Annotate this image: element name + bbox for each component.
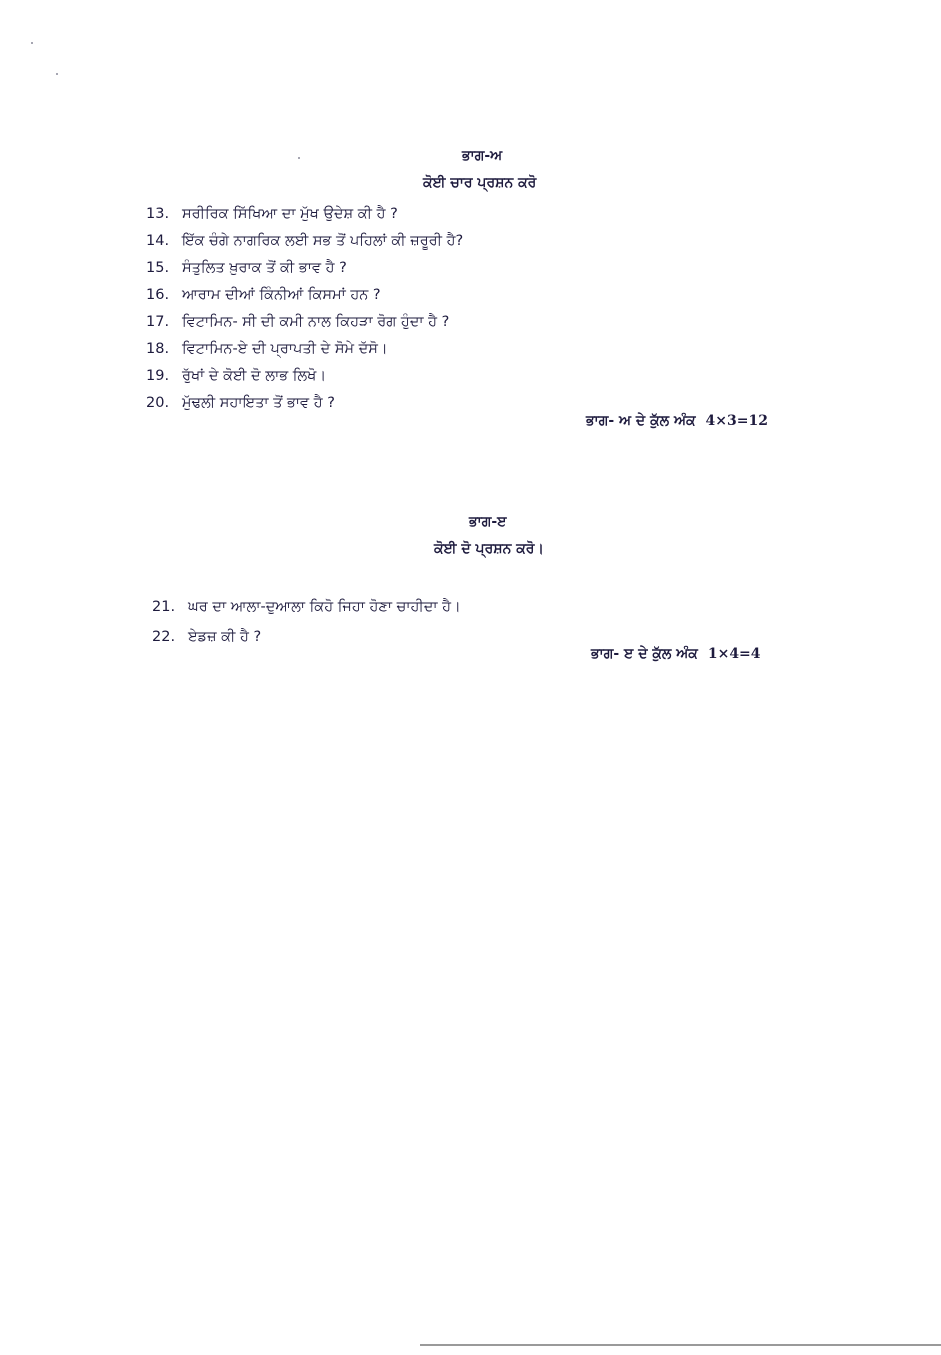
section-a-marks — [586, 413, 768, 429]
question-number: 15. — [146, 260, 170, 276]
question-13 — [146, 205, 398, 223]
section-a-heading: ਭਾਗ-ਅ — [462, 148, 503, 164]
question-16 — [146, 286, 381, 304]
question-15 — [146, 259, 347, 277]
question-number: 19. — [146, 368, 170, 384]
section-e-marks — [591, 646, 761, 662]
question-text: ਇੱਕ ਚੰਗੇ ਨਾਗਰਿਕ ਲਈ ਸਭ ਤੋਂ ਪਹਿਲਾਂ ਕੀ ਜ਼ਰੂਰੀ ਹੈ? — [182, 233, 464, 249]
question-text: ਸਰੀਰਿਕ ਸਿੱਖਿਆ ਦਾ ਮੁੱਖ ਉਦੇਸ਼ ਕੀ ਹੈ ? — [182, 206, 398, 222]
scan-speck — [56, 73, 58, 75]
question-text: ਆਰਾਮ ਦੀਆਂ ਕਿੰਨੀਆਂ ਕਿਸਮਾਂ ਹਨ ? — [182, 287, 381, 303]
marks-formula: 4×3=12 — [705, 413, 768, 429]
question-text: ਏਡਜ਼ ਕੀ ਹੈ ? — [188, 629, 262, 645]
question-number: 17. — [146, 314, 170, 330]
question-number: 21. — [152, 599, 176, 615]
question-text: ਸੰਤੁਲਿਤ ਖ਼ੁਰਾਕ ਤੋਂ ਕੀ ਭਾਵ ਹੈ ? — [182, 260, 347, 276]
question-20 — [146, 394, 335, 412]
scan-speck — [298, 157, 300, 159]
question-number: 16. — [146, 287, 170, 303]
question-text: ਘਰ ਦਾ ਆਲਾ-ਦੁਆਲਾ ਕਿਹੋ ਜਿਹਾ ਹੋਣਾ ਚਾਹੀਦਾ ਹੈ। — [188, 599, 461, 615]
question-19 — [146, 367, 326, 385]
section-a-instruction: ਕੋਈ ਚਾਰ ਪ੍ਰਸ਼ਨ ਕਰੋ — [423, 175, 537, 191]
question-22 — [152, 628, 261, 646]
question-18 — [146, 340, 388, 358]
question-number: 13. — [146, 206, 170, 222]
marks-label: ਭਾਗ- ਅ ਦੇ ਕੁੱਲ ਅੰਕ — [586, 413, 696, 429]
question-number: 18. — [146, 341, 170, 357]
question-number: 14. — [146, 233, 170, 249]
scan-edge-line — [420, 1344, 941, 1346]
section-e-instruction: ਕੋਈ ਦੋ ਪ੍ਰਸ਼ਨ ਕਰੋ। — [434, 541, 544, 557]
question-text: ਮੁੱਢਲੀ ਸਹਾਇਤਾ ਤੋਂ ਭਾਵ ਹੈ ? — [182, 395, 335, 411]
marks-label: ਭਾਗ- ੲ ਦੇ ਕੁੱਲ ਅੰਕ — [591, 646, 698, 662]
question-text: ਵਿਟਾਮਿਨ- ਸੀ ਦੀ ਕਮੀ ਨਾਲ ਕਿਹੜਾ ਰੋਗ ਹੁੰਦਾ ਹੈ ? — [182, 314, 450, 330]
question-21 — [152, 598, 461, 616]
question-17 — [146, 313, 449, 331]
scan-speck — [31, 42, 33, 44]
marks-formula: 1×4=4 — [707, 646, 761, 662]
question-14 — [146, 232, 463, 250]
question-number: 22. — [152, 629, 176, 645]
question-text: ਰੁੱਖਾਂ ਦੇ ਕੋਈ ਦੋ ਲਾਭ ਲਿਖੋ। — [182, 368, 327, 384]
question-text: ਵਿਟਾਮਿਨ-ਏ ਦੀ ਪ੍ਰਾਪਤੀ ਦੇ ਸੋਮੇ ਦੱਸੋ। — [182, 341, 388, 357]
question-number: 20. — [146, 395, 170, 411]
section-e-heading: ਭਾਗ-ੲ — [469, 514, 507, 530]
